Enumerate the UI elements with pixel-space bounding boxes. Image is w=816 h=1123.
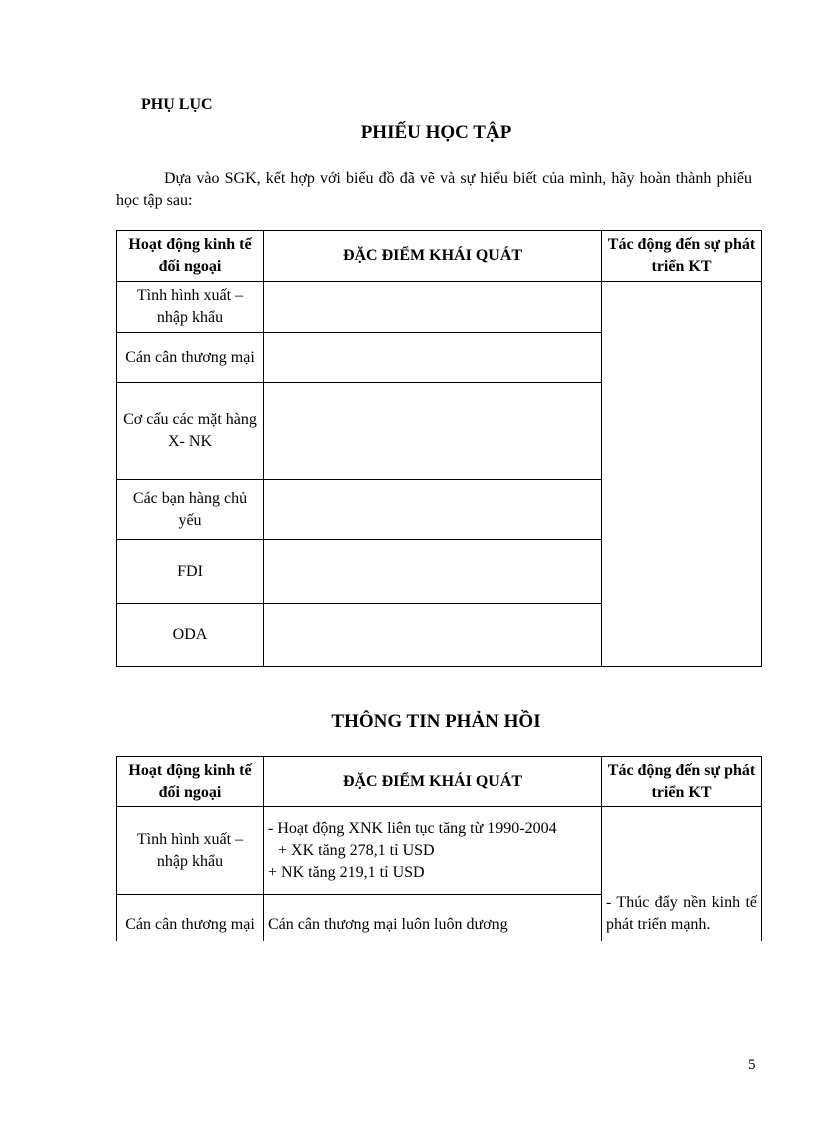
table-row (117, 807, 762, 895)
row-label: Cán cân thương mại (117, 333, 264, 383)
header-activity: Hoạt động kinh tế đối ngoại (117, 757, 264, 807)
header-activity: Hoạt động kinh tế đối ngoại (117, 231, 264, 282)
detail-line: + XK tăng 278,1 tỉ USD (278, 841, 435, 859)
row-label: Cơ cấu các mặt hàng X- NK (117, 383, 264, 480)
worksheet-table (116, 230, 762, 667)
page-cut-mask (110, 941, 770, 981)
row-label: FDI (117, 540, 264, 604)
header-impact: Tác động đến sự phát triển KT (602, 231, 762, 282)
impact-text: - Thúc đẩy nền kinh tế phát triển mạnh. (606, 893, 757, 933)
features-cell: Cán cân thương mại luôn luôn dương (264, 895, 602, 955)
row-label: Tình hình xuất – nhập khẩu (117, 282, 264, 333)
feedback-header-row (117, 757, 762, 807)
features-cell (264, 282, 602, 333)
worksheet-instruction: Dựa vào SGK, kết hợp với biểu đồ đã vẽ và sự hiểu biết của mình, hãy hoàn thành phiếu học tập sau: (116, 170, 752, 209)
page-number: 5 (748, 1057, 756, 1073)
header-features: ĐẶC ĐIỂM KHÁI QUÁT (264, 231, 602, 282)
features-cell (264, 333, 602, 383)
row-label: ODA (117, 604, 264, 667)
table-row (117, 282, 762, 333)
features-cell (264, 604, 602, 667)
header-features: ĐẶC ĐIỂM KHÁI QUÁT (264, 757, 602, 807)
worksheet-header-row (117, 231, 762, 282)
features-cell (264, 383, 602, 480)
feedback-title: THÔNG TIN PHẢN HỒI (331, 711, 541, 732)
features-cell (264, 807, 602, 895)
worksheet-title: PHIẾU HỌC TẬP (360, 122, 512, 143)
row-label: Các bạn hàng chủ yếu (117, 480, 264, 540)
features-cell (264, 540, 602, 604)
feedback-table (116, 756, 762, 955)
header-impact: Tác động đến sự phát triển KT (602, 757, 762, 807)
row-label: Cán cân thương mại (117, 895, 264, 955)
row-label: Tình hình xuất – nhập khẩu (117, 807, 264, 895)
appendix-label: PHỤ LỤC (141, 96, 213, 113)
impact-cell (602, 807, 762, 955)
detail-line: + NK tăng 219,1 tỉ USD (268, 863, 425, 881)
impact-cell (602, 282, 762, 667)
detail-line: - Hoạt động XNK liên tục tăng từ 1990-2004 (268, 819, 557, 837)
features-cell (264, 480, 602, 540)
